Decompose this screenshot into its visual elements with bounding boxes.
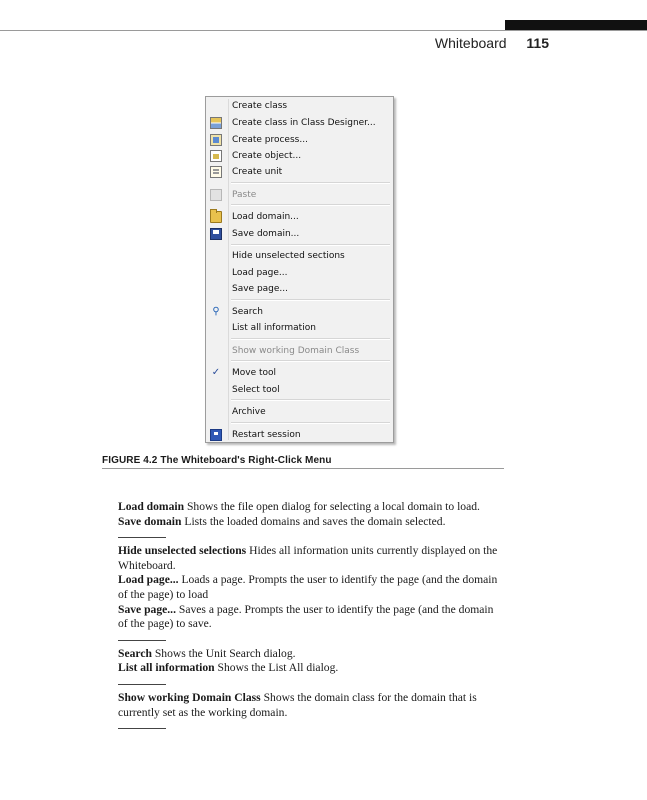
- definition-term: Save domain: [118, 514, 182, 528]
- definition-text: Shows the Unit Search dialog.: [151, 646, 296, 660]
- definition-text: Hides all information units currently displayed on the Whiteboard.: [118, 544, 498, 572]
- section-rule: [118, 537, 166, 538]
- definition-text: Lists the loaded domains and saves the domain selected.: [181, 514, 446, 528]
- check-icon: ✓: [211, 367, 221, 378]
- definition-term: Hide unselected selections: [118, 544, 247, 558]
- process-icon: [210, 134, 222, 146]
- figure-caption: FIGURE 4.2 The Whiteboard's Right-Click Menu: [102, 455, 332, 466]
- menu-item-restart-session[interactable]: [206, 427, 393, 443]
- menu-item-hide-unselected-sections[interactable]: [206, 248, 393, 264]
- restart-icon: [210, 429, 222, 441]
- menu-item-show-working-domain-class[interactable]: [206, 343, 393, 359]
- definition-term: Search: [118, 646, 152, 660]
- menu-item-paste[interactable]: [206, 187, 393, 203]
- menu-item-create-object[interactable]: [206, 148, 393, 164]
- definition-entry: [118, 603, 500, 632]
- definition-entry: [118, 500, 500, 515]
- menu-separator: [231, 399, 390, 401]
- menu-item-label: Load domain...: [232, 212, 299, 222]
- menu-item-search[interactable]: [206, 304, 393, 320]
- definition-entry: [118, 544, 500, 573]
- menu-item-label: Search: [232, 307, 263, 317]
- definition-entry: [118, 573, 500, 602]
- menu-item-move-tool[interactable]: [206, 365, 393, 381]
- definition-entry: [118, 661, 500, 676]
- menu-item-label: Load page...: [232, 268, 288, 278]
- definition-term: Save page...: [118, 602, 176, 616]
- definition-text: Saves a page. Prompts the user to identify the page (and the domain of the page) to save.: [118, 602, 494, 631]
- menu-separator: [231, 244, 390, 246]
- menu-item-create-unit[interactable]: [206, 164, 393, 180]
- menu-item-label: Restart session: [232, 430, 301, 440]
- menu-item-create-class[interactable]: [206, 98, 393, 114]
- menu-item-label: Create class in Class Designer...: [232, 118, 376, 128]
- menu-item-save-domain[interactable]: [206, 226, 393, 242]
- menu-item-label: Save domain...: [232, 229, 300, 239]
- menu-item-save-page[interactable]: [206, 281, 393, 297]
- section-rule: [118, 728, 166, 729]
- menu-item-label: Select tool: [232, 385, 280, 395]
- definition-term: Load page...: [118, 573, 179, 587]
- definition-text: Shows the domain class for the domain that is currently set as the working domain.: [118, 690, 477, 719]
- menu-item-label: Create object...: [232, 151, 302, 161]
- folder-open-icon: [210, 211, 222, 223]
- menu-separator: [231, 204, 390, 206]
- menu-separator: [231, 360, 390, 362]
- menu-item-load-domain[interactable]: [206, 209, 393, 225]
- definition-term: Show working Domain Class: [118, 690, 261, 704]
- caption-rule: [102, 468, 504, 469]
- menu-item-label: Create class: [232, 101, 288, 111]
- header-rule: [0, 30, 647, 31]
- menu-item-list-all-information[interactable]: [206, 320, 393, 336]
- definition-term: List all information: [118, 661, 215, 675]
- menu-item-label: Archive: [232, 407, 266, 417]
- menu-item-label: Paste: [232, 190, 257, 200]
- unit-icon: [210, 166, 222, 178]
- menu-separator: [231, 299, 390, 301]
- object-icon: [210, 150, 222, 162]
- menu-item-create-process[interactable]: [206, 132, 393, 148]
- menu-item-label: Save page...: [232, 284, 289, 294]
- menu-item-label: Create unit: [232, 167, 283, 177]
- menu-item-label: List all information: [232, 323, 316, 333]
- definition-text: Shows the List All dialog.: [214, 661, 339, 675]
- definition-text: Loads a page. Prompts the user to identify the page (and the domain of the page) to load: [118, 573, 498, 601]
- paste-icon: [210, 189, 222, 201]
- section-rule: [118, 684, 166, 685]
- section-rule: [118, 640, 166, 641]
- context-menu: [205, 96, 394, 443]
- menu-separator: [231, 182, 390, 184]
- definition-entry: [118, 691, 500, 720]
- menu-separator: [231, 338, 390, 340]
- menu-separator: [231, 422, 390, 424]
- menu-item-label: Show working Domain Class: [232, 346, 360, 356]
- page-number: 115: [526, 35, 549, 51]
- menu-item-create-class-in-designer[interactable]: [206, 115, 393, 131]
- menu-item-label: Move tool: [232, 368, 277, 378]
- running-head: [435, 35, 549, 51]
- menu-item-load-page[interactable]: [206, 265, 393, 281]
- menu-item-archive[interactable]: [206, 404, 393, 420]
- save-disk-icon: [210, 228, 222, 240]
- running-head-section: Whiteboard: [434, 35, 507, 51]
- class-designer-icon: [210, 117, 222, 129]
- definition-entry: [118, 515, 500, 530]
- search-icon: ⚲: [212, 306, 220, 317]
- definition-entry: [118, 647, 500, 662]
- menu-item-select-tool[interactable]: [206, 382, 393, 398]
- menu-item-label: Hide unselected sections: [232, 251, 345, 261]
- body-text: [118, 500, 500, 735]
- definition-term: Load domain: [118, 500, 185, 513]
- definition-text: Shows the file open dialog for selecting a local domain to load.: [184, 500, 480, 513]
- menu-item-label: Create process...: [232, 135, 308, 145]
